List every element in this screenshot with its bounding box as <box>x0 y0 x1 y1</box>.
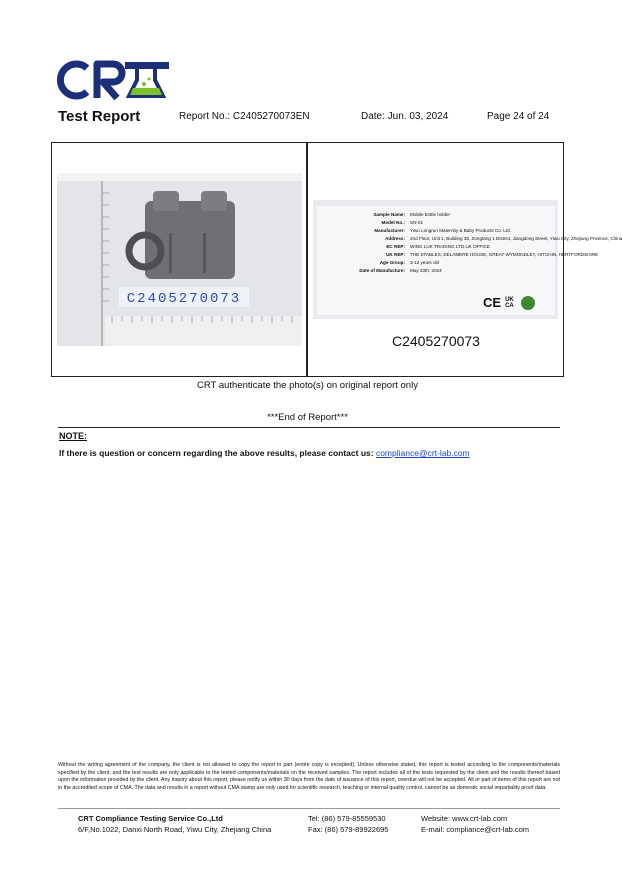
end-of-report: ***End of Report*** <box>267 412 348 423</box>
company-tel: Tel: (86) 579-85559530 <box>308 814 386 823</box>
contact-note <box>59 448 470 458</box>
label-value: May 23th, 2024 <box>410 268 442 273</box>
note-divider <box>58 427 560 428</box>
label-key: UK REP: <box>386 252 405 257</box>
label-key: Manufacturer: <box>374 228 405 233</box>
label-value: Yiwu Longrun Maternity & Baby Products Co. Ltd. <box>410 228 511 233</box>
label-value: 2nd Floor, Unit 1, Building 35, Zongtang 1 District, Jiangdong Street, Yiwu City, Zhejiang Province, China <box>410 236 622 241</box>
label-table <box>320 211 622 275</box>
report-number: Report No.: C2405270073EN <box>179 111 310 122</box>
company-name: CRT Compliance Testing Service Co.,Ltd <box>78 814 223 823</box>
label-key: EC REP: <box>386 244 405 249</box>
disclaimer: Without the writing agreement of the company, the client is not allowed to copy the report in part (entire copy is excepted). Unless otherwise stated, this report is tested according to the components/materials specified by the client, and the test results are only applicable to the tested components/materials on the received samples. The report includes all of the tests requested by the client and the results thereof based upon the information provided by the client. Any inquiry about this report, please notify us within 30 days from the date of issuance of this report, overdue will not be accepted. All or part of items of this report are not in the accredited scope of CMA, The data and results in a report without CMA stamp are only used for scientific research, teaching or internal quality control, cannot be as domestic social impartiality proof data. <box>58 762 560 791</box>
label-key: Model No.: <box>381 220 405 225</box>
label-row <box>320 219 552 227</box>
sample-number-label: C2405270073 <box>126 291 242 307</box>
sample-photo <box>57 173 302 346</box>
crt-logo <box>57 60 172 100</box>
ukca-mark-icon: UK CA <box>505 296 514 309</box>
authenticate-note: CRT authenticate the photo(s) on original report only <box>197 380 418 391</box>
label-key: Date of Manufacture: <box>359 268 405 273</box>
footer-divider <box>58 808 560 809</box>
contact-email-link[interactable]: compliance@crt-lab.com <box>375 448 470 458</box>
label-row <box>320 267 552 275</box>
report-date: Date: Jun. 03, 2024 <box>361 111 449 122</box>
recycle-icon <box>521 296 535 310</box>
report-title: Test Report <box>58 108 141 125</box>
note-heading: NOTE: <box>59 431 87 441</box>
ce-mark-icon: CE <box>483 295 502 310</box>
label-row <box>320 251 599 259</box>
company-email: E-mail: compliance@crt-lab.com <box>421 825 530 834</box>
label-row <box>320 227 552 235</box>
label-key: Address: <box>385 236 405 241</box>
label-photo <box>313 200 622 319</box>
label-value: WING LUK TRADING LTD.UK OFFICE <box>410 244 490 249</box>
label-value: 3-12 years old <box>410 260 440 265</box>
label-row <box>320 259 552 267</box>
label-value: SN-01 <box>410 220 424 225</box>
contact-text: If there is question or concern regarding the above results, please contact us: <box>59 448 376 458</box>
label-key: Age Group: <box>379 260 405 265</box>
label-value: Mobile bottle holder <box>410 212 451 217</box>
photo-caption: C2405270073 <box>392 333 480 349</box>
company-website: Website: www.crt-lab.com <box>421 814 508 823</box>
page-number: Page 24 of 24 <box>487 111 550 122</box>
company-fax: Fax: (86) 579-89922695 <box>308 825 389 834</box>
label-value: THE STABLES, DELAMERE HOUSE, GREAT WYMONDLEY, HITCHIN, HERTFORDSHIRE <box>410 252 599 257</box>
label-row <box>320 235 622 243</box>
label-row <box>320 211 552 219</box>
label-key: Sample Name: <box>373 212 405 217</box>
label-row <box>320 243 552 251</box>
company-address: 6/F,No.1022, Danxi North Road, Yiwu City, Zhejiang China <box>78 825 272 834</box>
